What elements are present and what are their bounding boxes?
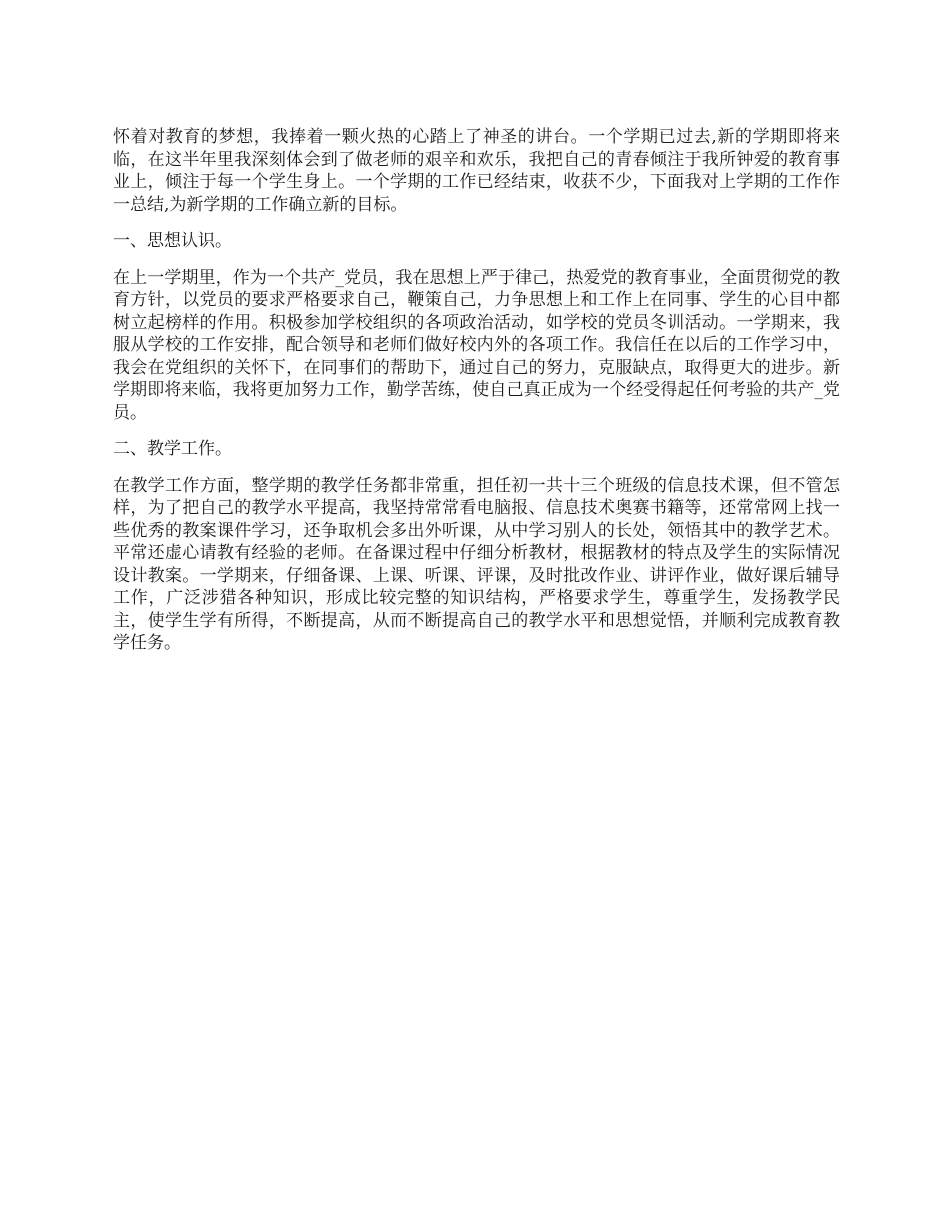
intro-paragraph: 怀着对教育的梦想，我捧着一颗火热的心踏上了神圣的讲台。一个学期已过去,新的学期即将来临，在这半年里我深刻体会到了做老师的艰辛和欢乐，我把自己的青春倾注于我所钟爱的教育事业上，倾注于每一个学生身上。一个学期的工作已经结束，收获不少，下面我对上学期的工作作一总结,为新学期的工作确立新的目标。	[113, 127, 840, 215]
document-body	[113, 126, 840, 669]
thought-paragraph: 在上一学期里，作为一个共产_党员，我在思想上严于律己，热爱党的教育事业，全面贯彻党的教育方针，以党员的要求严格要求自己，鞭策自己，力争思想上和工作上在同事、学生的心目中都树立起榜样的作用。积极参加学校组织的各项政治活动，如学校的党员冬训活动。一学期来，我服从学校的工作安排，配合领导和老师们做好校内外的各项工作。我信任在以后的工作学习中，我会在党组织的关怀下，在同事们的帮助下，通过自己的努力，克服缺点，取得更大的进步。新学期即将来临，我将更加努力工作，勤学苦练，使自己真正成为一个经受得起任何考验的共产_党员。	[113, 267, 840, 423]
section-heading-teaching: 二、教学工作。	[113, 439, 232, 459]
teaching-paragraph: 在教学工作方面，整学期的教学任务都非常重，担任初一共十三个班级的信息技术课，但不管怎样，为了把自己的教学水平提高，我坚持常常看电脑报、信息技术奥赛书籍等，还常常网上找一些优秀的教案课件学习，还争取机会多出外听课，从中学习别人的长处，领悟其中的教学艺术。平常还虚心请教有经验的老师。在备课过程中仔细分析教材，根据教材的特点及学生的实际情况设计教案。一学期来，仔细备课、上课、听课、评课，及时批改作业、讲评作业，做好课后辅导工作，广泛涉猎各种知识，形成比较完整的知识结构，严格要求学生，尊重学生，发扬教学民主，使学生学有所得，不断提高，从而不断提高自己的教学水平和思想觉悟，并顺利完成教育教学任务。	[113, 475, 840, 653]
section-heading-thought: 一、思想认识。	[113, 231, 232, 251]
